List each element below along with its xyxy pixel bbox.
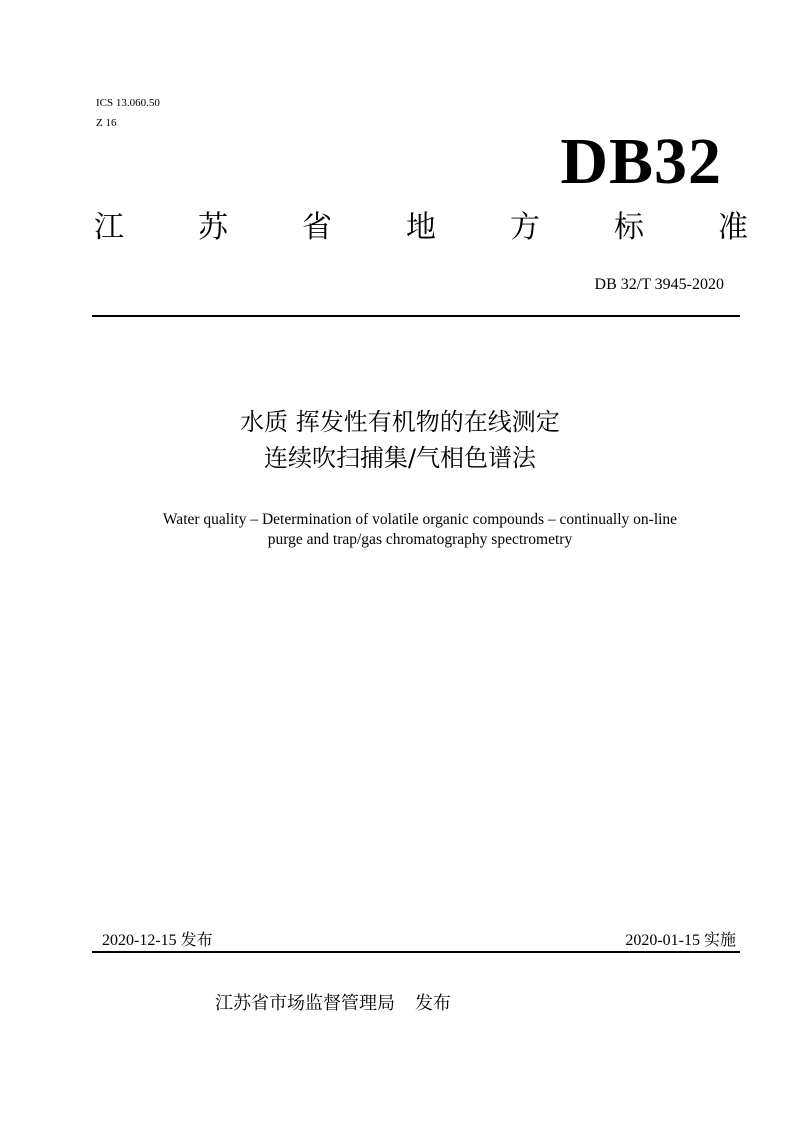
publisher-name: 江苏省市场监督管理局 [215, 993, 395, 1014]
publish-label: 发布 [415, 993, 451, 1014]
implement-label: 实施 [703, 930, 736, 949]
bottom-divider [92, 951, 740, 953]
chinese-title-line-1: 水质 挥发性有机物的在线测定 [240, 408, 560, 436]
implement-date-block [625, 930, 736, 951]
publisher-line [215, 992, 451, 1016]
db32-logo: DB32 [560, 125, 722, 198]
issue-label: 发布 [180, 930, 213, 949]
implement-date: 2020-01-15 [625, 932, 700, 949]
classification-code: Z 16 [96, 117, 117, 129]
standard-type-char: 标 [614, 210, 644, 245]
standard-type-char: 准 [718, 210, 748, 245]
standard-type-heading [94, 206, 748, 250]
english-title-line-2: purge and trap/gas chromatography spectrometry [267, 531, 573, 548]
standard-type-char: 省 [302, 210, 332, 245]
chinese-title [0, 404, 800, 476]
issue-date-block [102, 930, 213, 951]
issue-date: 2020-12-15 [102, 932, 177, 949]
english-title [60, 510, 780, 550]
standard-type-char: 方 [510, 210, 540, 245]
ics-code: ICS 13.060.50 [96, 97, 160, 109]
standard-type-char: 江 [94, 210, 124, 245]
standard-type-char: 苏 [198, 210, 228, 245]
english-title-line-1: Water quality – Determination of volatile organic compounds – continually on-line [162, 511, 678, 528]
standard-number: DB 32/T 3945-2020 [594, 276, 724, 293]
chinese-title-line-2: 连续吹扫捕集/气相色谱法 [263, 444, 537, 472]
standard-type-char: 地 [406, 210, 436, 245]
top-divider [92, 315, 740, 317]
